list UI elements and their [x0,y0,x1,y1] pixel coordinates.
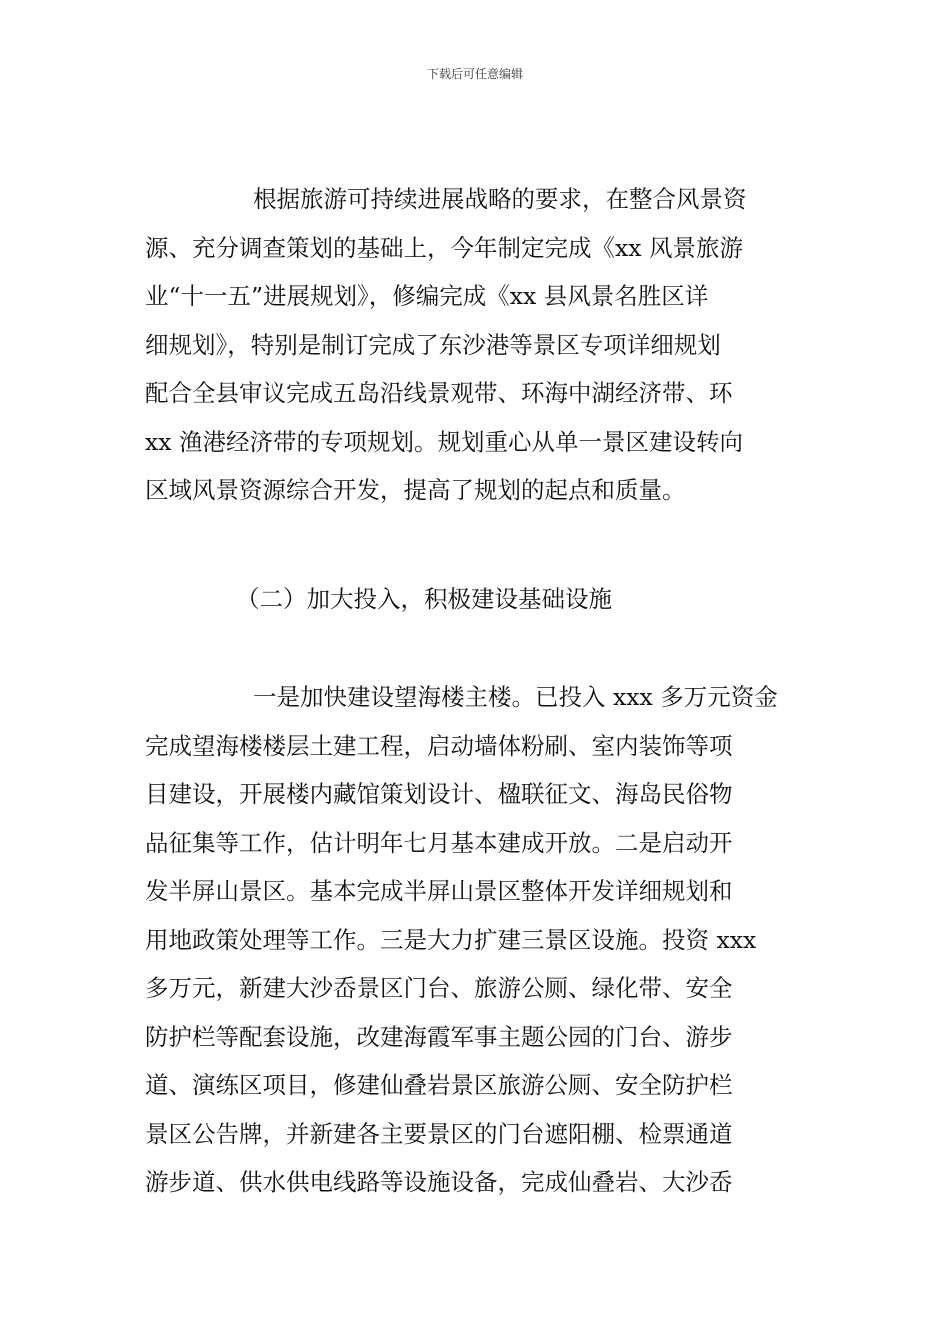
section-heading: （二）加大投入，积极建设基础设施 [236,585,612,613]
paragraph-line: 业“十一五”进展规划》，修编完成《xx 县风景名胜区详 [145,282,709,310]
paragraph-line: 多万元，新建大沙岙景区门台、旅游公厕、绿化带、安全 [145,974,733,1002]
paragraph-line: xx 渔港经济带的专项规划。规划重心从单一景区建设转向 [145,427,743,456]
page-header: 下载后可任意编辑 [426,67,523,81]
paragraph-line: 目建设，开展楼内藏馆策划设计、楹联征文、海岛民俗物 [145,780,733,808]
paragraph-line: 游步道、供水供电线路等设施设备，完成仙叠岩、大沙岙 [145,1168,733,1196]
paragraph-line: 配合全县审议完成五岛沿线景观带、环海中湖经济带、环 [145,379,733,407]
paragraph-line: 区域风景资源综合开发，提高了规划的起点和质量。 [145,476,686,504]
paragraph-line: 防护栏等配套设施，改建海霞军事主题公园的门台、游步 [145,1022,733,1051]
paragraph-infrastructure [145,673,813,1207]
paragraph-planning [145,175,813,515]
paragraph-line: 源、充分调查策划的基础上，今年制定完成《xx 风景旅游 [145,233,743,262]
paragraph-line: 道、演练区项目，修建仙叠岩景区旅游公厕、安全防护栏 [145,1071,733,1099]
paragraph-line: 根据旅游可持续进展战略的要求，在整合风景资 [253,185,747,213]
paragraph-line: 细规划》，特别是制订完成了东沙港等景区专项详细规划 [145,330,721,359]
paragraph-line: 一是加快建设望海楼主楼。已投入 xxx 多万元资金 [253,683,778,711]
paragraph-line: 用地政策处理等工作。三是大力扩建三景区设施。投资 xxx [145,925,757,954]
paragraph-line: 景区公告牌，并新建各主要景区的门台遮阳棚、检票通道 [145,1119,733,1148]
paragraph-line: 品征集等工作，估计明年七月基本建成开放。二是启动开 [145,828,733,857]
paragraph-line: 完成望海楼楼层土建工程，启动墙体粉刷、室内装饰等项 [145,731,733,760]
paragraph-line: 发半屏山景区。基本完成半屏山景区整体开发详细规划和 [145,877,733,905]
